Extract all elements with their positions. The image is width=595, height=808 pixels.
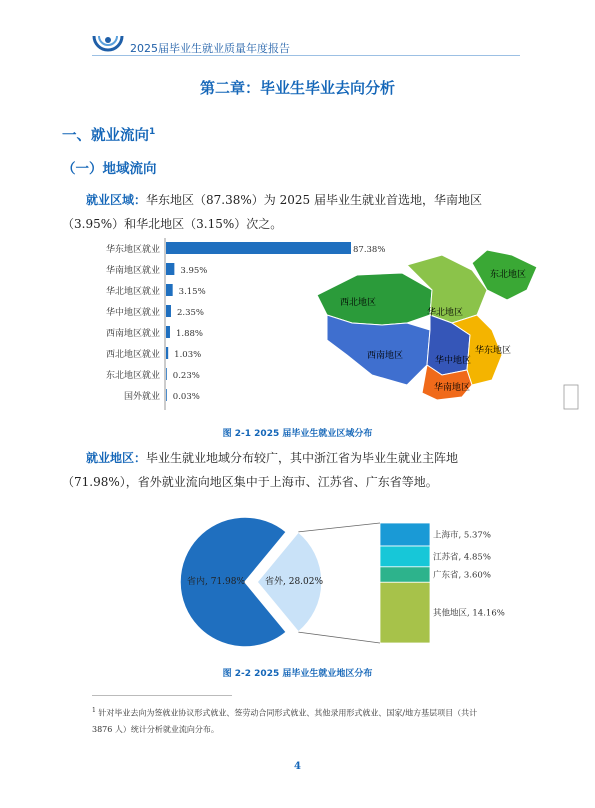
breakdown-segment <box>380 523 430 546</box>
footnote-marker: 1 <box>92 707 96 714</box>
pie-slice-label: 省外, 28.02% <box>265 577 324 587</box>
paragraph-region <box>62 188 532 212</box>
footnote <box>92 703 532 738</box>
connector-line <box>298 523 380 532</box>
subsection-title: （一）地域流向 <box>62 161 157 177</box>
breakdown-segment <box>380 567 430 582</box>
chapter-title: 第二章：毕业生毕业去向分析 <box>199 79 395 97</box>
breakdown-label: 其他地区, 14.16% <box>433 608 505 619</box>
pie-slice-label: 省内, 71.98% <box>187 577 246 587</box>
bar-category-label: 国外就业 <box>123 392 160 402</box>
map-label: 西北地区 <box>340 298 377 308</box>
paragraph-lead: 就业地区： <box>86 451 147 465</box>
bar-category-label: 华东地区就业 <box>105 245 160 255</box>
bar <box>166 368 167 380</box>
bar-category-label: 华南地区就业 <box>105 266 160 276</box>
bar <box>166 305 171 317</box>
paragraph-line: 毕业生就业地域分布较广，其中浙江省为毕业生就业主阵地 <box>146 451 459 465</box>
footnote-ref[interactable]: 1 <box>149 127 156 138</box>
map-label: 华中地区 <box>435 356 472 366</box>
breakdown-label: 上海市, 5.37% <box>433 530 491 541</box>
section-title-text: 一、就业流向 <box>62 128 149 144</box>
bar-value-label: 0.23% <box>172 371 200 381</box>
bar-value-label: 2.35% <box>176 308 204 318</box>
province-pie-chart <box>170 510 530 660</box>
bar-category-label: 华北地区就业 <box>105 287 160 297</box>
bar-category-label: 西北地区就业 <box>105 350 160 360</box>
map-inset-south-sea <box>564 385 578 409</box>
bar-value-label: 3.15% <box>178 287 206 297</box>
bar <box>166 263 174 275</box>
connector-line <box>298 632 380 643</box>
section-title <box>62 124 155 145</box>
bar <box>166 284 173 296</box>
map-label: 西南地区 <box>367 351 404 361</box>
map-label: 东北地区 <box>490 270 527 280</box>
bar-category-label: 西南地区就业 <box>105 329 160 339</box>
paragraph-lead: 就业区域： <box>86 193 147 207</box>
breakdown-label: 江苏省, 4.85% <box>433 552 491 563</box>
bar-category-label: 东北地区就业 <box>105 371 160 381</box>
bar-value-label: 3.95% <box>180 266 208 276</box>
paragraph-line: （71.98%），省外就业流向地区集中于上海市、江苏省、广东省等地。 <box>62 475 438 489</box>
map-label: 华南地区 <box>434 383 471 393</box>
bar <box>166 389 167 401</box>
map-label: 华东地区 <box>475 346 512 356</box>
breakdown-segment <box>380 546 430 567</box>
bar-value-label: 1.88% <box>175 329 203 339</box>
paragraph-region-detail <box>62 446 532 470</box>
map-label: 华北地区 <box>427 308 464 318</box>
header-title: 2025届毕业生就业质量年度报告 <box>130 42 290 55</box>
figure-caption: 图 2-2 2025 届毕业生就业地区分布 <box>222 669 373 679</box>
bar-value-label: 1.03% <box>174 350 202 360</box>
paragraph-line: 华东地区（87.38%）为 2025 届毕业生就业首选地，华南地区 <box>146 193 482 207</box>
china-region-map <box>312 245 582 415</box>
footnote-line: 针对毕业去向为签就业协议形式就业、签劳动合同形式就业、其他录用形式就业、国家/地方基层项目（共计 <box>98 708 478 718</box>
figure-caption: 图 2-1 2025 届毕业生就业区域分布 <box>222 429 373 439</box>
footnote-divider <box>92 695 232 696</box>
bar <box>166 347 168 359</box>
breakdown-segment <box>380 582 430 643</box>
bar-value-label: 87.38% <box>353 245 386 255</box>
map-region-southwest <box>327 315 430 385</box>
bar <box>166 326 170 338</box>
report-logo <box>92 32 124 56</box>
page-number: 4 <box>294 761 301 772</box>
paragraph-line: （3.95%）和华北地区（3.15%）次之。 <box>62 217 283 231</box>
header-divider <box>92 55 520 56</box>
footnote-line: 3876 人）统计分析就业流向分布。 <box>92 724 219 734</box>
bar-category-label: 华中地区就业 <box>105 308 160 318</box>
breakdown-label: 广东省, 3.60% <box>433 570 491 581</box>
bar-value-label: 0.03% <box>172 392 200 402</box>
